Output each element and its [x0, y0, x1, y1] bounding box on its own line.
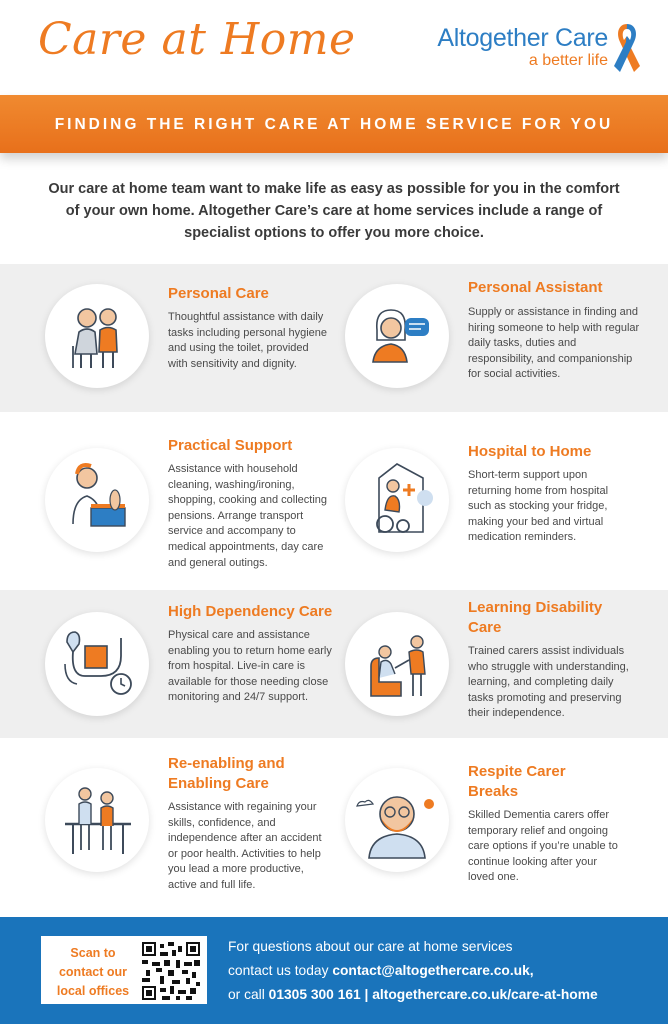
- service-description: Short-term support upon returning home from hospital such as stocking your fridge, making your bed and virtual medication reminders.: [468, 469, 609, 544]
- walking-support-icon: [45, 768, 149, 872]
- service-title: Personal Care: [168, 285, 269, 302]
- hospital-icon: [345, 448, 449, 552]
- contact-line-2: contact us today contact@altogethercare.co.uk,: [228, 963, 534, 978]
- phone-and-website-link[interactable]: 01305 300 161 | altogethercare.co.uk/care-at-home: [268, 987, 598, 1002]
- service-title: Learning Disability Care: [468, 599, 603, 636]
- service-description: Trained carers assist individuals who struggle with understanding, learning, and completing daily tasks promoting and preserving their independence.: [468, 645, 629, 720]
- service-description: Assistance with household cleaning, washing/ironing, shopping, cooking and collecting pensions. Arrange transport service and accompany to medical appointments, day care and general outings.: [168, 463, 328, 569]
- footer: [0, 917, 668, 1024]
- service-title: High Dependency Care: [168, 603, 333, 620]
- couple-icon: [45, 284, 149, 388]
- qr-panel: [41, 936, 207, 1004]
- scan-text: Scan to contact our local offices: [56, 946, 130, 998]
- intro-text: Our care at home team want to make life as easy as possible for you in the comfort of your own home. Altogether Care’s care at home services include a range of specialist options to offer you more choice.: [48, 181, 620, 241]
- contact-line-3: or call 01305 300 161 | altogethercare.co.uk/care-at-home: [228, 987, 598, 1002]
- carer-visit-icon: [345, 612, 449, 716]
- header: [0, 0, 668, 95]
- service-title: Re-enabling and Enabling Care: [168, 755, 285, 792]
- service-description: Thoughtful assistance with daily tasks including personal hygiene and using the toilet, provided with sensitivity and dignity.: [168, 311, 327, 370]
- brand-name: Altogether Care: [437, 24, 608, 52]
- service-row-3: [0, 590, 668, 738]
- service-title: Practical Support: [168, 437, 293, 454]
- service-row-2: [0, 412, 668, 590]
- service-row-4: [0, 738, 668, 917]
- qr-code-icon[interactable]: [142, 942, 200, 1000]
- awareness-ribbon-icon: [612, 20, 642, 78]
- service-title: Hospital to Home: [468, 443, 592, 460]
- assistant-icon: [345, 284, 449, 388]
- service-description: Assistance with regaining your skills, confidence, and independence after an accident or poor health. Activities to help you lead a more productive, active and full life.: [168, 801, 322, 891]
- service-description: Supply or assistance in finding and hiring someone to help with regular daily tasks, duties and responsibility, and companionship for social activities.: [468, 306, 640, 381]
- elderly-man-icon: [345, 768, 449, 872]
- page-title: Care at Home: [38, 14, 356, 65]
- contact-line-1: For questions about our care at home services: [228, 939, 513, 954]
- contact-info: [228, 935, 598, 1007]
- service-row-1: [0, 264, 668, 412]
- shopping-icon: [45, 448, 149, 552]
- brand-logo[interactable]: [437, 24, 608, 70]
- email-link[interactable]: contact@altogethercare.co.uk,: [332, 963, 534, 978]
- brand-tagline: a better life: [528, 52, 608, 69]
- service-description: Skilled Dementia carers offer temporary relief and ongoing care options if you’re unable to continue looking after your loved one.: [468, 809, 618, 884]
- service-title: Personal Assistant: [468, 279, 603, 296]
- medical-equipment-icon: [45, 612, 149, 716]
- service-description: Physical care and assistance enabling you to return home early from hospital. Live-in care is available for those needing close monitoring and 24/7 support.: [168, 629, 332, 704]
- service-title: Respite Carer Breaks: [468, 763, 566, 800]
- section-banner: FINDING THE RIGHT CARE AT HOME SERVICE FOR YOU: [0, 95, 668, 153]
